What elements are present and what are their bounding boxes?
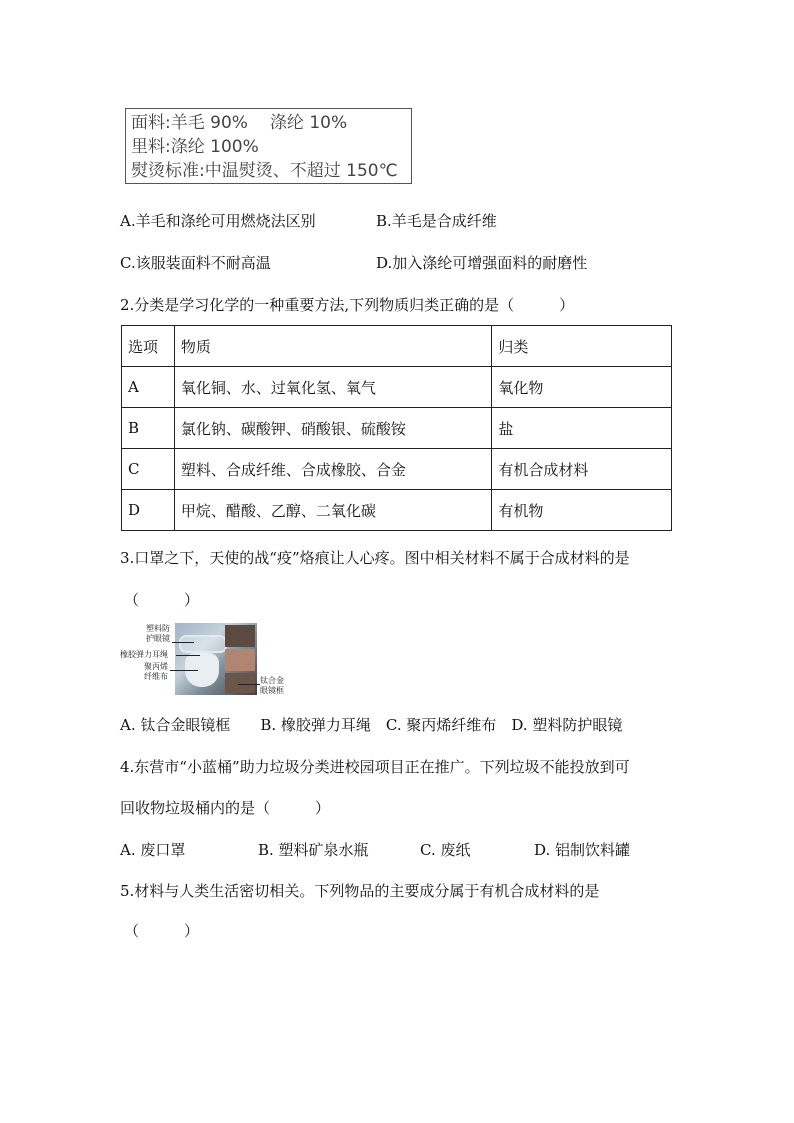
photo-label-ear-rope: 橡胶弹力耳绳 (120, 650, 168, 659)
q4-option-c: C. 废纸 (420, 841, 471, 859)
photo-label-goggles: 护眼镜 (146, 634, 170, 643)
q1-option-a: A.羊毛和涤纶可用燃烧法区别 (120, 212, 316, 230)
q4-option-b: B. 塑料矿泉水瓶 (258, 841, 369, 859)
pointer-line (172, 642, 194, 643)
photo-label-fabric: 聚丙烯 (144, 662, 168, 671)
pointer-line (176, 655, 200, 656)
photo-label-fabric: 纤维布 (144, 672, 168, 681)
table-cell-category: 有机物 (492, 490, 672, 531)
q3-stem: 3.口罩之下，天使的战“疫”烙痕让人心疼。图中相关材料不属于合成材料的是 (120, 549, 630, 567)
table-cell-option: C (122, 449, 175, 490)
table-header-category: 归类 (492, 326, 672, 367)
table-row (122, 408, 672, 449)
table-cell-category: 氧化物 (492, 367, 672, 408)
face-panel (225, 673, 255, 693)
table-cell-substance: 氧化铜、水、过氧化氢、氧气 (174, 367, 491, 408)
table-cell-category: 有机合成材料 (492, 449, 672, 490)
table-cell-substance: 甲烷、醋酸、乙醇、二氧化碳 (174, 490, 491, 531)
photo-label-frame: 眼镜框 (260, 686, 284, 695)
q1-option-d: D.加入涤纶可增强面料的耐磨性 (376, 254, 588, 272)
table-cell-option: D (122, 490, 175, 531)
pointer-line (238, 684, 260, 685)
classification-table (121, 325, 672, 531)
q4-stem-line1: 4.东营市“小蓝桶”助力垃圾分类进校园项目正在推广。下列垃圾不能投放到可 (120, 758, 630, 776)
q2-stem: 2.分类是学习化学的一种重要方法,下列物质归类正确的是（ ） (120, 296, 575, 314)
q5-stem: 5.材料与人类生活密切相关。下列物品的主要成分属于有机合成材料的是 (120, 882, 600, 900)
label-fabric-polyester: 涤纶 10% (269, 113, 348, 133)
label-line-ironing: 熨烫标准:中温熨烫、不超过 150℃ (131, 161, 398, 181)
q4-stem-line2: 回收物垃圾桶内的是（ ） (120, 799, 331, 817)
table-cell-option: B (122, 408, 175, 449)
table-header-substance: 物质 (174, 326, 491, 367)
photo-label-goggles: 塑料防 (146, 624, 170, 633)
medical-worker-photo-figure (120, 620, 284, 698)
q1-option-c: C.该服装面料不耐高温 (120, 254, 271, 272)
q4-option-d: D. 铝制饮料罐 (534, 841, 631, 859)
label-line-fabric (131, 111, 411, 135)
q1-option-b: B.羊毛是合成纤维 (376, 212, 497, 230)
q5-answer-blank: （ ） (124, 922, 200, 940)
face-panel (225, 625, 255, 647)
table-cell-substance: 氯化钠、碳酸钾、硝酸银、硫酸铵 (174, 408, 491, 449)
label-fabric-wool: 面料:羊毛 90% (131, 113, 248, 133)
table-header-option: 选项 (122, 326, 175, 367)
table-row (122, 367, 672, 408)
table-row (122, 490, 672, 531)
table-cell-option: A (122, 367, 175, 408)
q4-option-a: A. 废口罩 (120, 841, 186, 859)
face-panel (225, 649, 255, 671)
goggles-shape (179, 635, 227, 653)
table-cell-substance: 塑料、合成纤维、合成橡胶、合金 (174, 449, 491, 490)
q3-options: A. 钛合金眼镜框 B. 橡胶弹力耳绳 C. 聚丙烯纤维布 D. 塑料防护眼镜 (120, 716, 623, 734)
pointer-line (170, 670, 198, 671)
label-line-lining: 里料:涤纶 100% (131, 137, 259, 157)
clothing-label-box (125, 108, 412, 184)
table-header-row (122, 326, 672, 367)
table-row (122, 449, 672, 490)
table-cell-category: 盐 (492, 408, 672, 449)
q3-answer-blank: （ ） (124, 591, 200, 609)
photo-label-frame: 钛合金 (260, 676, 284, 685)
